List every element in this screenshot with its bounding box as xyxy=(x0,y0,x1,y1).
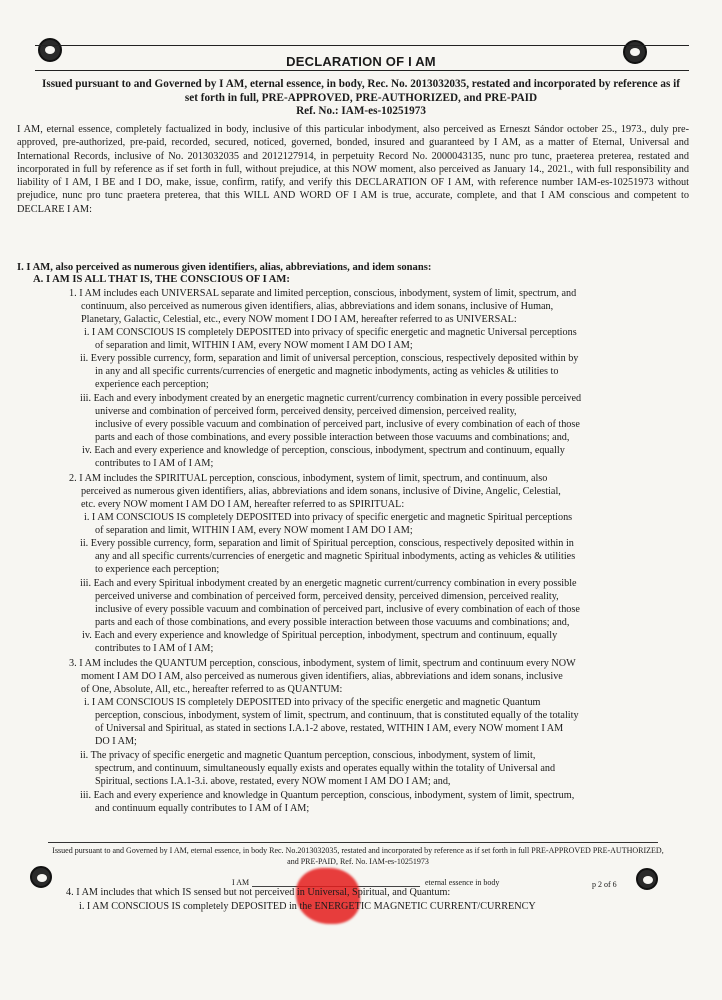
section-i-heading: I. I AM, also perceived as numerous given identifiers, alias, abbreviations, and idem sonans: xyxy=(17,262,432,273)
body-line: i. I AM CONSCIOUS IS completely DEPOSITED into privacy of specific energetic and magnetic Universal perceptions xyxy=(84,327,577,338)
body-line: of separation and limit, WITHIN I AM, every NOW moment I AM DO I AM; xyxy=(95,340,413,351)
body-line: iii. Each and every experience and knowledge in Quantum perception, conscious, inbodyment, system of limit, spectrum, xyxy=(80,790,575,801)
body-line: inclusive of every possible vacuum and combination of perceived part, inclusive of every combination of each of those xyxy=(95,419,580,430)
body-line: any and all specific currents/currencies of energetic and magnetic Spiritual inbodyments, acting as vehicles & utilities xyxy=(95,551,576,562)
body-line: iv. Each and every experience and knowledge of perception, conscious, inbodyment, spectrum and continuum, equally xyxy=(82,445,565,456)
body-line: iii. Each and every Spiritual inbodyment created by an energetic magnetic current/currency combination in every possible xyxy=(80,578,577,589)
body-line: 1. I AM includes each UNIVERSAL separate and limited perception, conscious, inbodyment, system of limit, spectrum, and xyxy=(69,288,577,299)
document-title: DECLARATION OF I AM xyxy=(286,54,436,69)
intro-paragraph: I AM, eternal essence, completely factualized in body, inclusive of this particular inbodyment, also perceived as Erneszt Sándor october 25., 1973., duly pre-approved, pre-authorized, pre-paid, recorded, secured, noticed, governed, bonded, insured and guaranteed by I AM, as a matter of Eternal, Universal and International Records, inclusive of No. 2013032035 and 2012127914, in perpetuity Record No. 2000043135, nunc pro tunc, praeterea preterea, restated and incorporated in full by reference as if set forth in full, without prejudice, at this NOW moment, also perceived as January 14., 2021., with full responsibility and liability of I AM, I BE and I DO, make, issue, confirm, ratify, and verify this DECLARATION OF I AM, with reference number IAM-es-10251973 without prejudice, nunc pro tunc praetera preterea, that this WILL AND WORD OF I AM is true, accurate, complete, and that I AM conscious and competent to DECLARE I AM: xyxy=(17,124,689,215)
footer-left-seal-icon xyxy=(30,866,52,888)
body-line: inclusive of every possible vacuum and combination of perceived part, inclusive of every combination of each of those xyxy=(95,604,580,615)
body-line: iii. Each and every inbodyment created by an energetic magnetic current/currency combination in every possible perceived xyxy=(80,393,582,404)
body-line: parts and each of those combinations, and every possible interaction between those vacuums and combinations; and, xyxy=(95,617,570,628)
reference-number: Ref. No.: IAM-es-10251973 xyxy=(296,105,426,117)
body-line: of One, Absolute, All, etc., hereafter referred to as QUANTUM: xyxy=(81,684,343,695)
body-line: i. I AM CONSCIOUS IS completely DEPOSITED into privacy of specific energetic and magnetic Spiritual perceptions xyxy=(84,512,573,523)
body-line: in any and all specific currents/currencies of energetic and magnetic inbodyments, acting as vehicles & utilities to xyxy=(95,366,559,377)
body-line: moment I AM DO I AM, also perceived as numerous given identifiers, alias, abbreviations and idem sonans, inclusive xyxy=(81,671,563,682)
section-a-heading: A. I AM IS ALL THAT IS, THE CONSCIOUS OF I AM: xyxy=(33,274,290,285)
body-line: ii. Every possible currency, form, separation and limit of universal perception, conscious, respectively deposited within by xyxy=(80,353,579,364)
header-rule xyxy=(35,45,689,46)
bottom-line: 4. I AM includes that which IS sensed but not perceived in Universal, Spiritual, and Quantum: xyxy=(66,887,451,898)
body-line: Spiritual, sections I.A.1-3.i. above, restated, every NOW moment I AM DO I AM; and, xyxy=(95,776,451,787)
body-line: perceived as numerous given identifiers, alias, abbreviations and idem sonans, inclusive of Divine, Angelic, Celestial, xyxy=(81,486,561,497)
page-number: p 2 of 6 xyxy=(592,880,617,889)
header-rule-bottom xyxy=(35,70,689,71)
body-line: contributes to I AM of I AM; xyxy=(95,458,214,469)
body-line: experience each perception; xyxy=(95,379,209,390)
footer-right-seal-icon xyxy=(636,868,658,890)
body-line: perception, conscious, inbodyment, system of limit, spectrum, and continuum, that is constituted equally of the totality xyxy=(95,710,579,721)
body-line: and continuum equally contributes to I AM of I AM; xyxy=(95,803,310,814)
footer-i-am: I AM xyxy=(232,878,250,887)
body-line: i. I AM CONSCIOUS IS completely DEPOSITED into privacy of the specific energetic and magnetic Quantum xyxy=(84,697,541,708)
body-line: contributes to I AM of I AM; xyxy=(95,643,214,654)
bottom-line: i. I AM CONSCIOUS IS completely DEPOSITED in the ENERGETIC MAGNETIC CURRENT/CURRENCY xyxy=(79,901,536,912)
body-line: parts and each of those combinations, and every possible interaction between those vacuums and combinations; and, xyxy=(95,432,570,443)
body-line: continuum, also perceived as numerous given identifiers, alias, abbreviations and idem sonans, inclusive of Human, xyxy=(81,301,554,312)
body-line: 2. I AM includes the SPIRITUAL perception, conscious, inbodyment, system of limit, spectrum, and continuum, also xyxy=(69,473,548,484)
footer-rule xyxy=(48,842,658,843)
body-line: 3. I AM includes the QUANTUM perception, conscious, inbodyment, system of limit, spectrum and continuum every NOW xyxy=(69,658,576,669)
body-line: DO I AM; xyxy=(95,736,137,747)
body-line: of separation and limit, WITHIN I AM, every NOW moment I AM DO I AM; xyxy=(95,525,413,536)
body-line: etc. every NOW moment I AM DO I AM, hereafter referred to as SPIRITUAL: xyxy=(81,499,405,510)
body-line: iv. Each and every experience and knowledge of Spiritual perception, inbodyment, spectrum and continuum, equally xyxy=(82,630,558,641)
body-line: Planetary, Galactic, Celestial, etc., every NOW moment I DO I AM, hereafter referred to as UNIVERSAL: xyxy=(81,314,517,325)
body-line: ii. The privacy of specific energetic and magnetic Quantum perception, conscious, inbodyment, system of limit, xyxy=(80,750,536,761)
issued-statement xyxy=(40,78,682,119)
footer-essence: eternal essence in body xyxy=(425,878,500,887)
body-line: spectrum, and continuum, simultaneously equally exists and operates equally within the totality of Universal and xyxy=(95,763,556,774)
issued-text: Issued pursuant to and Governed by I AM, eternal essence, in body, Rec. No. 2013032035, restated and incorporated by reference as if set forth in full, PRE-APPROVED, PRE-AUTHORIZED, and PRE-PAID xyxy=(42,78,680,104)
body-line: of Universal and Spiritual, as stated in sections I.A.1-2 above, restated, WITHIN I AM, every NOW moment I AM xyxy=(95,723,564,734)
body-line: universe and combination of perceived form, perceived density, perceived dimension, perceived reality, xyxy=(95,406,517,417)
body-line: perceived universe and combination of perceived form, perceived density, perceived dimension, perceived reality, xyxy=(95,591,559,602)
body-line: to experience each perception; xyxy=(95,564,220,575)
footer-issued-text: Issued pursuant to and Governed by I AM, eternal essence, in body Rec. No.2013032035, restated and incorporated by reference as if set forth in full PRE-APPROVED PRE-AUTHORIZED, and PRE-PAID, Ref. No. IAM-es-10251973 xyxy=(52,846,664,866)
body-line: ii. Every possible currency, form, separation and limit of Spiritual perception, conscious, respectively deposited within in xyxy=(80,538,574,549)
